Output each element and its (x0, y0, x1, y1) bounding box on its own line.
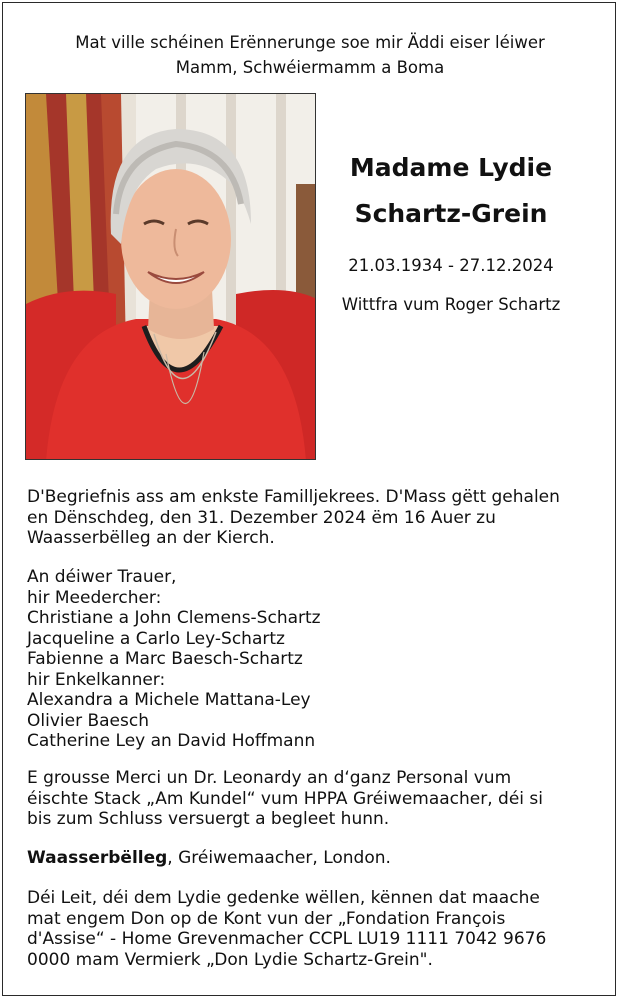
mourner-line: hir Meedercher: (27, 587, 162, 608)
thanks-line: bis zum Schluss versuergt a begleet hunn. (27, 809, 390, 829)
thanks-paragraph (27, 768, 602, 830)
portrait-photo (25, 93, 316, 460)
funeral-line: D'Begriefnis ass am enkste Familljekrees. D'Mass gëtt gehalen (27, 487, 560, 507)
mourner-line: Olivier Baesch (27, 710, 149, 731)
funeral-line: Waasserbëlleg an der Kierch. (27, 528, 275, 548)
places-rest: , Gréiwemaacher, London. (167, 848, 391, 868)
places-text (27, 848, 602, 869)
thanks-line: éischte Stack „Am Kundel“ vum HPPA Gréiwemaacher, déi si (27, 788, 544, 809)
mourner-line: Fabienne a Marc Baesch-Schartz (27, 649, 303, 669)
life-dates: 21.03.1934 - 27.12.2024 (348, 256, 554, 275)
mourner-line: Jacqueline a Carlo Ley-Schartz (27, 628, 285, 649)
mourner-line: Alexandra a Michele Mattana-Ley (27, 690, 311, 710)
mourner-line: hir Enkelkanner: (27, 669, 166, 690)
mourner-line: An déiwer Trauer, (27, 567, 177, 587)
donation-line: d'Assise“ - Home Grevenmacher CCPL LU19 1111 7042 9676 (27, 929, 547, 949)
funeral-paragraph (27, 487, 602, 549)
name-line: Schartz-Grein (354, 199, 548, 228)
thanks-line: E grousse Merci un Dr. Leonardy an d‘ganz Personal vum (27, 768, 512, 788)
places-bold: Waasserbëlleg (27, 848, 168, 868)
mourners-list (27, 567, 602, 752)
donation-line: 0000 mam Vermierk „Don Lydie Schartz-Grein". (27, 949, 433, 970)
funeral-line: en Dënschdeg, den 31. Dezember 2024 ëm 16 Auer zu (27, 507, 496, 528)
intro-line: Mat ville schéinen Erënnerunge soe mir Äddi eiser léiwer (75, 33, 545, 52)
donation-line: mat engem Don op de Kont vun der „Fondation François (27, 908, 506, 929)
name-line: Madame Lydie (349, 153, 553, 182)
mourner-line: Christiane a John Clemens-Schartz (27, 608, 321, 628)
deceased-name (318, 145, 584, 237)
intro-text (0, 30, 620, 80)
donation-paragraph (27, 888, 602, 970)
donation-line: Déi Leit, déi dem Lydie gedenke wëllen, kënnen dat maache (27, 888, 540, 908)
places-line (27, 848, 602, 869)
widow-of: Wittfra vum Roger Schartz (341, 295, 561, 314)
mourner-line: Catherine Ley an David Hoffmann (27, 731, 316, 751)
intro-line: Mamm, Schwéiermamm a Boma (175, 58, 445, 77)
